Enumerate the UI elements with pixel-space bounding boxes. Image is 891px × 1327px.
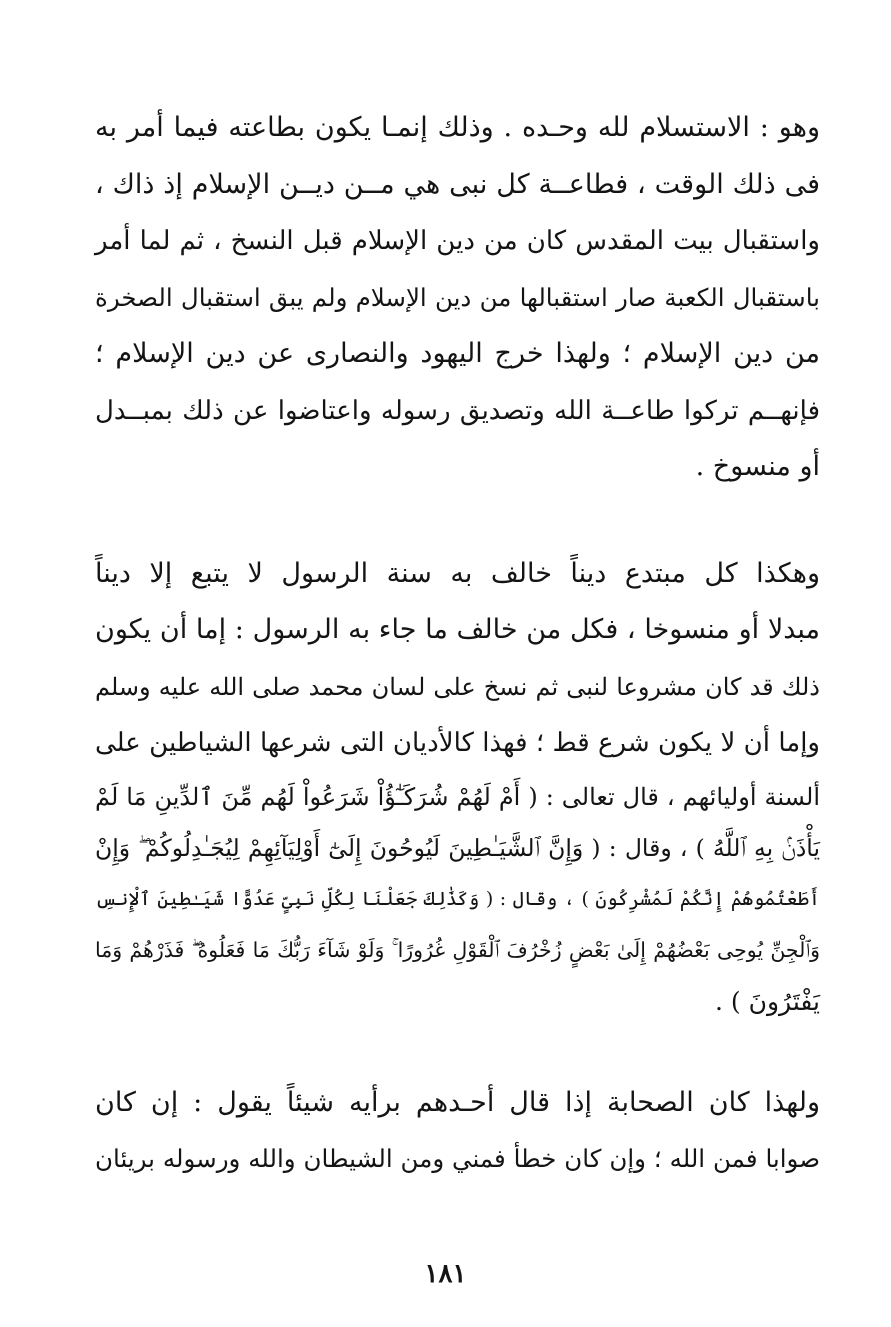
- text-line: وهو : الاستسلام لله وحـده . وذلك إنمـا يكون بطاعته فيما أمر به: [95, 112, 820, 143]
- text-line: فى ذلك الوقت ، فطاعــة كل نبى هي مــن ديــن الإسلام إذ ذاك ،: [95, 168, 820, 200]
- text-line: مبدلا أو منسوخا ، فكل من خالف ما جاء به الرسول : إما أن يكون: [95, 614, 820, 645]
- text-line: باستقبال الكعبة صار استقبالها من دين الإسلام ولم يبق استقبال الصخرة: [95, 282, 820, 312]
- text-line: فإنهــم تركوا طاعــة الله وتصديق رسوله واعتاضوا عن ذلك بمبــدل: [95, 395, 820, 426]
- text-line: أو منسوخ .: [695, 451, 820, 482]
- paragraph-spacer: [95, 496, 820, 546]
- text-line: صوابا فمن الله ؛ وإن كان خطأ فمني ومن الشيطان والله ورسوله بريئان: [95, 1144, 820, 1173]
- paragraph-3: [95, 1075, 820, 1188]
- page-body: [95, 100, 820, 1188]
- quran-verse-line: يَفْتَرُونَ ) .: [715, 986, 820, 1016]
- quran-verse-line: ألسنة أوليائهم ، قال تعالى : ( أَمْ لَهُمْ شُرَكَـٰٓؤُاْ شَرَعُواْ لَهُم مِّنَ ٱلدِّينِ مَا لَمْ: [95, 782, 820, 811]
- text-line: ولهذا كان الصحابة إذا قال أحـدهم برأيه شيئاً يقول : إن كان: [95, 1086, 820, 1118]
- text-line: واستقبال بيت المقدس كان من دين الإسلام قبل النسخ ، ثم لما أمر: [95, 226, 820, 256]
- quran-verse-line: أَطَعْتُمُوهُمْ إِنَّكُمْ لَمُشْرِكُونَ ) ، وقال : ( وَكَذَٰلِكَ جَعَلْنَا لِكُلِّ نَبِىٍّ عَدُوًّا شَيَـٰطِينَ ٱلْإِنسِ: [95, 887, 820, 910]
- quran-verse-line: وَٱلْجِنِّ يُوحِى بَعْضُهُمْ إِلَىٰ بَعْضٍ زُخْرُفَ ٱلْقَوْلِ غُرُورًا ۚ وَلَوْ شَآءَ رَبُّكَ مَا فَعَلُوهُ ۖ فَذَرْهُمْ وَمَا: [95, 937, 820, 962]
- paragraph-spacer: [95, 1027, 820, 1075]
- text-line: وإما أن لا يكون شرع قط ؛ فهذا كالأديان التى شرعها الشياطين على: [95, 728, 820, 758]
- paragraph-2: [95, 546, 820, 1027]
- text-line: ذلك قد كان مشروعا لنبى ثم نسخ على لسان محمد صلى الله عليه وسلم: [95, 672, 820, 701]
- quran-verse-line: يَأْذَنۢ بِهِ ٱللَّهُ ) ، وقال : ( وَإِنَّ ٱلشَّيَـٰطِينَ لَيُوحُونَ إِلَىٰٓ أَوْلِيَآئِهِمْ لِيُجَـٰدِلُوكُمْ ۖ وَإِنْ: [95, 833, 820, 862]
- text-line: من دين الإسلام ؛ ولهذا خرج اليهود والنصارى عن دين الإسلام ؛: [95, 338, 820, 369]
- paragraph-1: [95, 100, 820, 496]
- text-line: وهكذا كل مبتدع ديناً خالف به سنة الرسول لا يتبع إلا ديناً: [95, 557, 820, 589]
- page-number: ١٨١: [424, 1259, 467, 1289]
